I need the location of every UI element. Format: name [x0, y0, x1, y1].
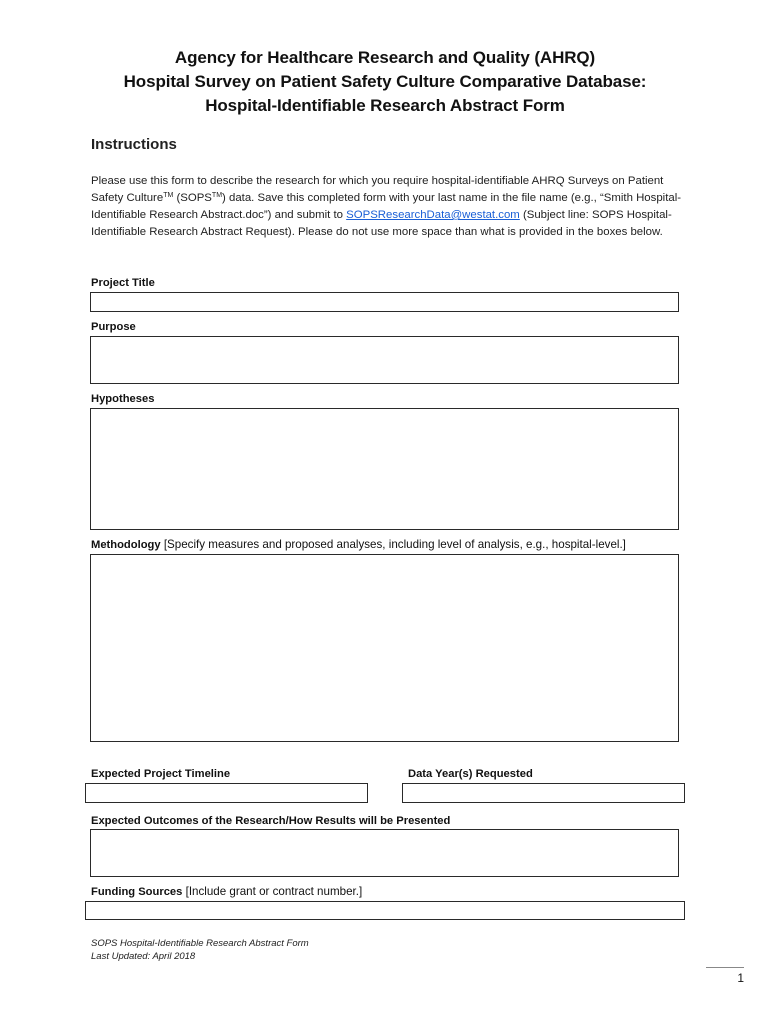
instructions-text-4: (Subject line: SOPS Hospital-Identifiable Research Abstract Request). Please do not use more space than what is provided in the boxes below. [91, 209, 672, 238]
page-number: 1 [737, 971, 744, 985]
form-title-line-2: Hospital Survey on Patient Safety Culture Comparative Database: [123, 72, 647, 91]
hypotheses-field[interactable] [90, 408, 679, 530]
data-years-label: Data Year(s) Requested [408, 768, 533, 780]
instructions-paragraph [91, 173, 691, 241]
instructions-heading: Instructions [91, 136, 177, 153]
project-title-label: Project Title [91, 277, 155, 289]
funding-note: [Include grant or contract number.] [182, 885, 363, 898]
instructions-text-3: ) data. Save this completed form with your last name in the file name (e.g., “Smith Hospital-Identifiable Research Abstract.doc”) and submit to [91, 192, 682, 221]
funding-field[interactable] [85, 901, 685, 920]
trademark-mark: TM [163, 192, 174, 199]
outcomes-field[interactable] [90, 829, 679, 877]
methodology-field[interactable] [90, 554, 679, 742]
page-number-rule [706, 967, 744, 968]
methodology-label-text: Methodology [91, 539, 161, 551]
email-link[interactable]: SOPSResearchData@westat.com [346, 209, 520, 221]
timeline-field[interactable] [85, 783, 368, 803]
purpose-field[interactable] [90, 336, 679, 384]
timeline-label: Expected Project Timeline [91, 768, 231, 780]
instructions-text-1: Please use this form to describe the research for which you require hospital-identifiable AHRQ Surveys on Patient Safety Culture [91, 175, 664, 204]
form-title-line-3: Hospital-Identifiable Research Abstract Form [205, 96, 565, 115]
funding-label [91, 885, 362, 898]
outcomes-label: Expected Outcomes of the Research/How Results will be Presented [91, 815, 451, 827]
form-title-line-1: Agency for Healthcare Research and Quality (AHRQ) [174, 48, 596, 67]
instructions-text-2: (SOPS [173, 192, 212, 204]
data-years-field[interactable] [402, 783, 685, 803]
project-title-field[interactable] [90, 292, 679, 312]
footer-form-name: SOPS Hospital-Identifiable Research Abstract Form [91, 938, 309, 949]
methodology-label [91, 538, 626, 551]
purpose-label: Purpose [91, 321, 136, 333]
trademark-mark: TM [211, 192, 223, 199]
footer-last-updated: Last Updated: April 2018 [91, 951, 196, 962]
funding-label-text: Funding Sources [91, 886, 183, 898]
methodology-note: [Specify measures and proposed analyses, including level of analysis, e.g., hospital-level.] [160, 538, 626, 551]
hypotheses-label: Hypotheses [91, 393, 155, 405]
